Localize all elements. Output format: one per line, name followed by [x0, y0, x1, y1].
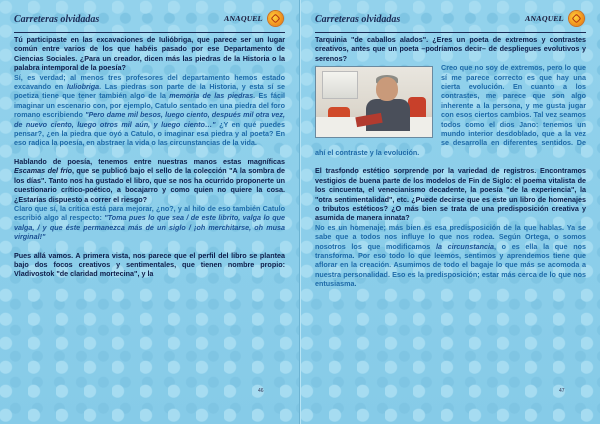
question-paragraph [14, 157, 285, 204]
answer-text: . Es fácil imaginar un escenario con, por ejemplo, Catulo sentado en una piedra del foro romano escribiendo [14, 91, 285, 120]
paragraph-gap [14, 148, 285, 157]
paragraph-gap [14, 242, 285, 251]
question-paragraph [14, 251, 285, 279]
section-title: Carreteras olvidadas [14, 14, 100, 25]
page-header [14, 11, 285, 31]
header-rule [315, 32, 586, 33]
page-number: 46 [258, 388, 264, 394]
article-body [315, 35, 586, 289]
question-paragraph [315, 166, 586, 222]
anaquel-logo-text: ANAQUEL [223, 14, 264, 23]
question-text: Pues allá vamos. A primera vista, nos parece que el perfil del libro se plantea bajo dos focos creativos y sentimentales, que tienen nombre propio: Vladivostok "de claridad mortecina", y la [14, 250, 285, 279]
section-title: Carreteras olvidadas [315, 14, 401, 25]
question-paragraph [315, 35, 586, 63]
answer-paragraph [14, 73, 285, 148]
answer-italic: memoria de las piedras [169, 91, 254, 101]
answer-paragraph [14, 204, 285, 242]
answer-italic: la circunstancia [435, 241, 494, 251]
answer-text: Creo que no soy de extremos, pero lo que sí me parece correcto es que hay una cierta evolución. En cuanto a los contrastes, me parece que son algo inherente a la persona, y me gusta jugar con esos ciertos cambios. Tal vez seamos todos como el dios Jano: tenemos un mundo interior desdoblado, que a la vez se desarrolla en diferentes sentidos. De ahí el contraste y la evolución. [315, 63, 586, 157]
question-text: Tú participaste en las excavaciones de Iulióbriga, que parece ser un lugar común entre varios de los que habéis pasado por ese Departamento de Ciencias Sociales. ¿Para un creador, dicen más las piedras de la Historia o la palabra intemporal de la poesía? [14, 35, 285, 73]
question-text: El trasfondo estético sorprende por la variedad de registros. Encontramos vestigios de buena parte de los modelos de Fin de Siglo: el poema vitalista de los cincuenta, el venecianismo decadente, la poesía "de la experiencia", la "otra sentimentalidad", etc. ¿Puede decirse que es este un libro de homenajes o tributos estéticos? ¿O más bien se trata de una predisposición creativa y asumida de manera innata? [315, 166, 586, 223]
answer-text: ¿Y en qué puedes pensar?, ¿en la piedra que oyó a Catulo, o imaginar esa piedra y al poeta? En eso radica la poesía, en abstraer la vida o las circunstancias de la vida. [14, 119, 285, 148]
catulo-quote: "Pero dame mil besos, luego ciento, después mil otra vez, de nuevo ciento, luego otros mil aún, y luego ciento…" [14, 110, 285, 129]
question-text: Hablando de poesía, tenemos entre nuestras manos estas magníficas [14, 156, 285, 166]
book-title: Escamas del frío [14, 166, 72, 176]
right-page [300, 0, 600, 424]
page-number: 47 [559, 388, 565, 394]
header-rule [14, 32, 285, 33]
answer-text: . Las piedras son parte de la Historia, y esta sí se poetiza tiene que tener también algo de la [14, 82, 285, 101]
answer-paragraph [315, 63, 586, 157]
anaquel-logo-text: ANAQUEL [524, 14, 565, 23]
question-text: Tarquinia "de caballos alados". ¿Eres un poeta de extremos y contrastes creativos, antes que un poeta –podríamos decir– de despliegues evolutivos y serenos? [315, 35, 586, 63]
paragraph-gap [315, 157, 586, 166]
photo-window [322, 71, 358, 99]
question-text: , que se publicó bajo el sello de la colección "A la sombra de los días". Tanto nos ha gustado el libro, que se nos ha ocurrido proponerte un cuestionario crítico-poético, a bocajarro y como quien no quiere la cosa. ¿Estarías dispuesto a correr el riesgo? [14, 166, 285, 204]
question-paragraph [14, 35, 285, 73]
anaquel-badge-icon [569, 11, 584, 26]
catulo-quote: "Toma pues lo que sea / de este librito, valga lo que valga, / y que éste permanezca más de un siglo / ¡oh merchitarse, oh musa virginal!" [14, 213, 285, 242]
answer-text: No es un homenaje; más bien es esa predisposición de la que hablas. Ya se sabe que a todos nos influye lo que nos rodea. Según Ortega, o somos nosotros los que modificamos [315, 222, 586, 251]
answer-paragraph [315, 223, 586, 289]
answer-text: , o es ella la que nos transforma. Por eso todo lo que leemos, sentimos y aprendemos tiene que aflorar en la creación. Asumimos de todo el bagaje lo que más se acomoda a nuestra personalidad. Eso es la predisposición; estar más cerca de lo que nos entusiasma. [315, 241, 586, 289]
photo-person-head [376, 77, 398, 101]
article-body [14, 35, 285, 279]
anaquel-badge-icon [268, 11, 283, 26]
author-photo [315, 66, 433, 138]
page-header [315, 11, 586, 31]
answer-text: Claro que sí, la crítica está para mejorar, ¿no?, y al hilo de eso también Catulo escribió algo al respecto: [14, 203, 285, 223]
answer-italic: Iuliobriga [66, 82, 100, 92]
answer-text: Sí, es verdad; al menos tres profesores del departamento hemos estado excavando en [14, 72, 285, 92]
